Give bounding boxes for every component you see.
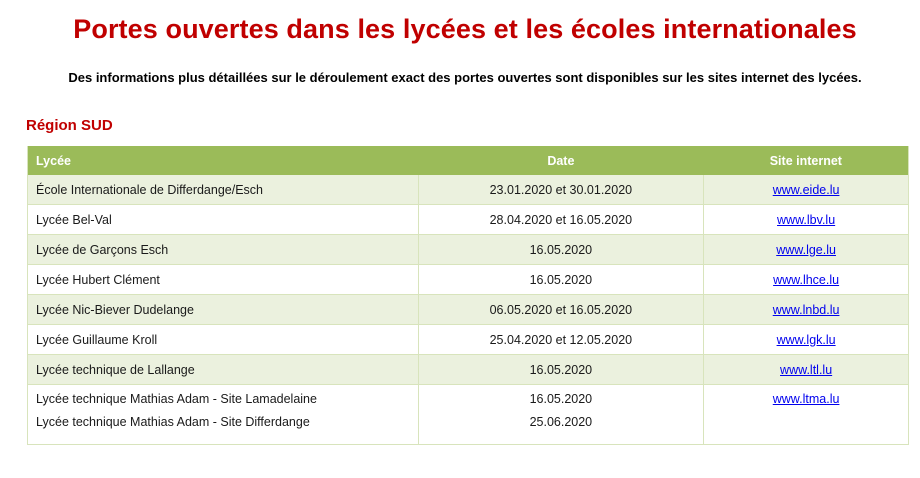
school-name: Lycée Guillaume Kroll <box>28 325 419 355</box>
page-title: Portes ouvertes dans les lycées et les écoles internationales <box>73 14 857 44</box>
open-day-date: 16.05.2020 <box>418 265 704 295</box>
table-row <box>28 325 909 355</box>
table-row <box>28 235 909 265</box>
table-row <box>28 385 909 445</box>
table-row <box>28 295 909 325</box>
school-name: Lycée technique de Lallange <box>28 355 419 385</box>
school-website-link[interactable]: www.ltl.lu <box>780 362 833 377</box>
school-name: École Internationale de Differdange/Esch <box>28 175 419 205</box>
open-day-date-secondary: 25.06.2020 <box>529 415 593 429</box>
table-row <box>28 355 909 385</box>
header-site: Site internet <box>704 146 909 175</box>
open-day-date: 16.05.2020 <box>529 392 593 406</box>
table-header-row <box>28 146 909 175</box>
table-row <box>28 265 909 295</box>
school-name: Lycée de Garçons Esch <box>28 235 419 265</box>
school-website-link[interactable]: www.lgk.lu <box>776 332 836 347</box>
school-name: Lycée Hubert Clément <box>28 265 419 295</box>
open-day-date: 25.04.2020 et 12.05.2020 <box>418 325 704 355</box>
school-name: Lycée Bel-Val <box>28 205 419 235</box>
school-name: Lycée technique Mathias Adam - Site Lamadelaine <box>36 392 317 406</box>
page-subtitle: Des informations plus détaillées sur le déroulement exact des portes ouvertes sont disponibles sur les sites internet des lycées. <box>68 70 862 85</box>
school-name: Lycée Nic-Biever Dudelange <box>28 295 419 325</box>
header-lycee: Lycée <box>28 146 419 175</box>
schools-table <box>27 146 909 445</box>
open-day-date: 16.05.2020 <box>418 355 704 385</box>
open-day-date: 28.04.2020 et 16.05.2020 <box>418 205 704 235</box>
region-heading: Région SUD <box>26 117 113 134</box>
open-day-date: 06.05.2020 et 16.05.2020 <box>418 295 704 325</box>
school-name-secondary-site: Lycée technique Mathias Adam - Site Differdange <box>36 415 310 429</box>
school-website-link[interactable]: www.lhce.lu <box>773 272 840 287</box>
school-website-link[interactable]: www.lge.lu <box>776 242 836 257</box>
table-row <box>28 175 909 205</box>
school-website-link[interactable]: www.lnbd.lu <box>772 302 840 317</box>
open-day-date: 23.01.2020 et 30.01.2020 <box>418 175 704 205</box>
table-row <box>28 205 909 235</box>
header-date: Date <box>418 146 704 175</box>
open-day-date: 16.05.2020 <box>418 235 704 265</box>
school-website-link[interactable]: www.eide.lu <box>772 182 840 197</box>
school-website-link[interactable]: www.lbv.lu <box>777 212 836 227</box>
school-website-link[interactable]: www.ltma.lu <box>772 392 840 406</box>
